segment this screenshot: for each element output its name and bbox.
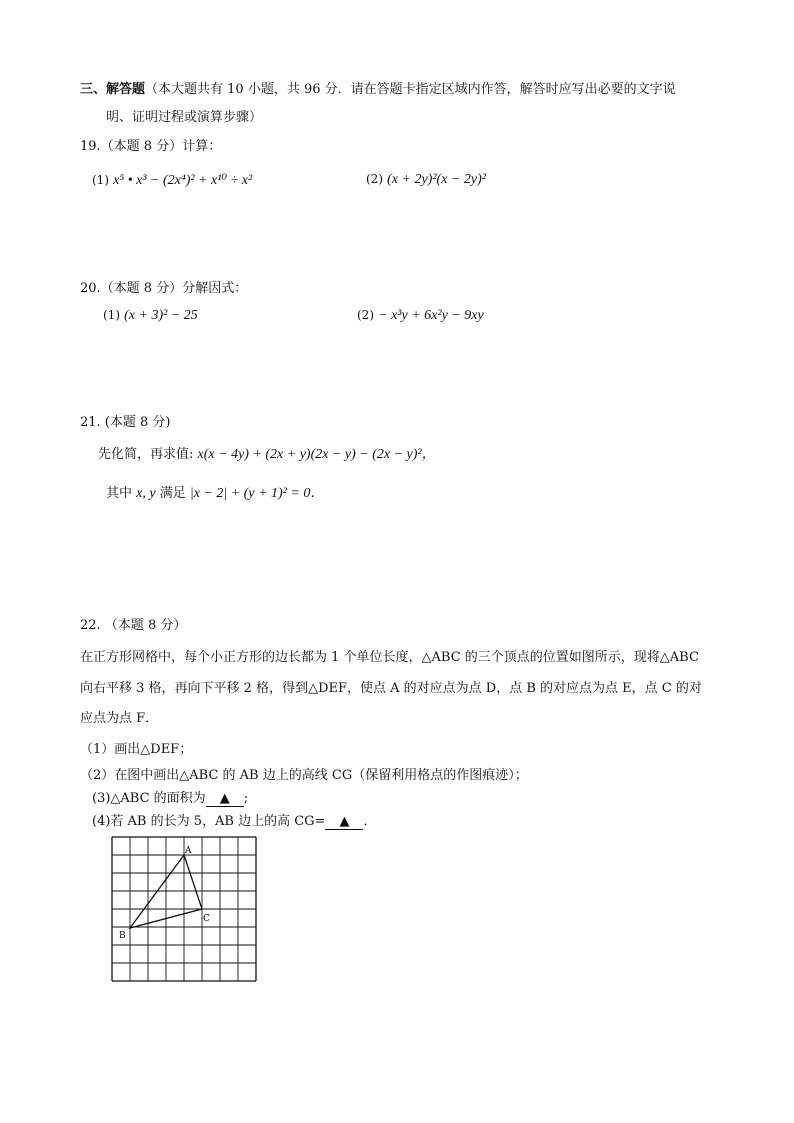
q22-item1: （1）画出△DEF； — [80, 742, 193, 757]
q19-part2-label: (2) — [366, 172, 383, 186]
q22-item2: （2）在图中画出△ABC 的 AB 边上的高线 CG（保留利用格点的作图痕迹）； — [80, 768, 528, 783]
q19-header: 19.（本题 8 分）计算： — [80, 139, 222, 154]
grid-figure — [108, 836, 258, 984]
q20-part2-label: (2) — [357, 308, 374, 322]
q22-para2: 向右平移 3 格，再向下平移 2 格，得到△DEF，使点 A 的对应点为点 D，点 B 的对应点为点 E，点 C 的对 — [80, 681, 702, 696]
q22-item4 — [92, 810, 376, 830]
q20-part1 — [103, 308, 198, 324]
q19-part1 — [92, 172, 252, 189]
q22-item3-text: (3)△ABC 的面积为 — [92, 791, 206, 806]
q20-part1-label: (1) — [103, 308, 120, 322]
q21-line1-expr: x(x − 4y) + (2x + y)(2x − y) − (2x − y)²， — [197, 447, 436, 462]
vertex-label-b: B — [119, 931, 126, 941]
q22-para3: 应点为点 F． — [80, 711, 159, 726]
vertex-label-c: C — [203, 914, 210, 924]
q19-part1-label: (1) — [92, 173, 109, 187]
q22-item4-end: ． — [363, 814, 377, 829]
q21-line1-text: 先化简，再求值: — [98, 447, 194, 462]
q22-item4-text: (4)若 AB 的长为 5，AB 边上的高 CG= — [92, 814, 326, 829]
q19-part2 — [366, 172, 486, 188]
q22-para1: 在正方形网格中，每个小正方形的边长都为 1 个单位长度，△ABC 的三个顶点的位置如图所示，现将△ABC — [80, 650, 699, 665]
q22-item3 — [92, 787, 248, 807]
q20-header: 20.（本题 8 分）分解因式： — [80, 281, 248, 296]
grid-lines — [112, 837, 256, 981]
section-desc-line2: 明、证明过程或演算步骤） — [106, 110, 263, 125]
section-heading — [80, 78, 676, 97]
vertex-label-a: A — [185, 846, 192, 856]
q21-line2-expr: |x − 2| + (y + 1)² = 0． — [189, 486, 325, 501]
q19-part2-expr: (x + 2y)²(x − 2y)² — [387, 172, 486, 187]
q21-line1 — [98, 443, 436, 463]
q20-part2 — [357, 308, 484, 324]
q22-item4-answer-blank[interactable]: ▲ — [325, 814, 363, 830]
q22-item3-end: ; — [243, 791, 249, 806]
section-title: 三、解答题 — [80, 82, 146, 97]
section-desc-line1: （本大题共有 10 小题，共 96 分．请在答题卡指定区域内作答，解答时应写出必要的文字说 — [145, 82, 676, 97]
q22-header: 22. （本题 8 分） — [80, 618, 187, 633]
q20-part1-expr: (x + 3)² − 25 — [124, 308, 198, 323]
q21-line2-text2: 满足 — [159, 486, 186, 501]
q22-item3-answer-blank[interactable]: ▲ — [206, 791, 244, 807]
q20-part2-expr: − x³y + 6x²y − 9xy — [378, 308, 484, 323]
q21-line2-text1: 其中 — [106, 486, 133, 501]
q21-header: 21. (本题 8 分) — [80, 415, 171, 430]
q21-line2 — [106, 482, 324, 502]
q21-line2-vars: x, y — [136, 486, 156, 501]
q19-part1-expr: x⁵ • x³ − (2x⁴)² + x¹⁰ ÷ x² — [113, 173, 253, 188]
